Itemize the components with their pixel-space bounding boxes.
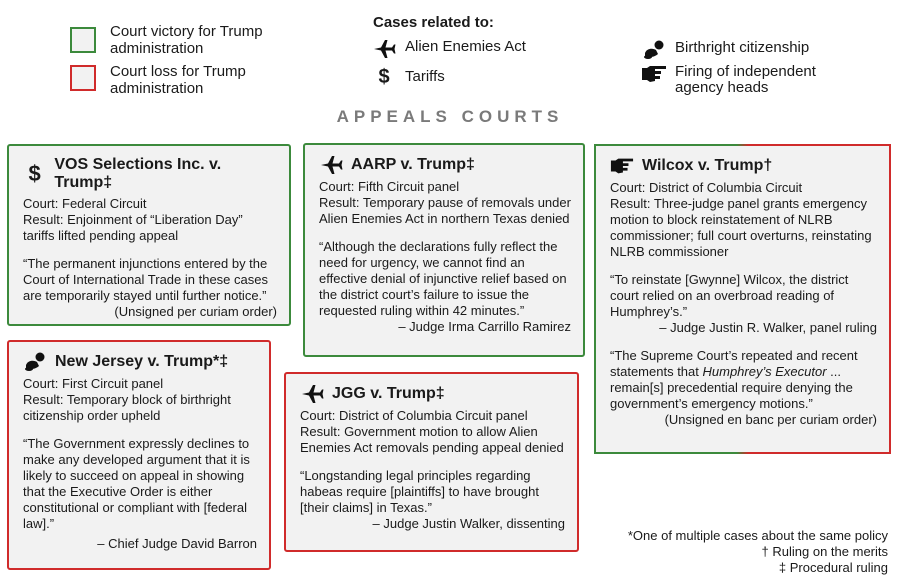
case-card-aarp bbox=[303, 143, 585, 357]
case-result: Result: Enjoinment of “Liberation Day” tariffs lifted pending appeal bbox=[23, 212, 243, 243]
legend-category-alien-enemies bbox=[371, 39, 526, 59]
legend-category-tariffs bbox=[371, 67, 445, 87]
case-result: Result: Temporary block of birthright citizenship order upheld bbox=[23, 392, 231, 423]
case-court: Court: Federal Circuit bbox=[23, 196, 147, 211]
footnotes bbox=[628, 528, 888, 576]
case-attribution: – Chief Judge David Barron bbox=[97, 536, 257, 551]
case-title: New Jersey v. Trump*‡ bbox=[55, 353, 229, 370]
case-court: Court: District of Columbia Circuit panel bbox=[300, 408, 528, 423]
footnote-merits: † Ruling on the merits bbox=[761, 544, 888, 559]
pointing-hand-icon bbox=[610, 156, 634, 176]
case-title: AARP v. Trump‡ bbox=[351, 156, 475, 173]
case-result: Result: Temporary pause of removals under Alien Enemies Act in northern Texas denied bbox=[319, 195, 571, 226]
case-attribution: – Judge Justin R. Walker, panel ruling bbox=[659, 320, 877, 335]
case-title: Wilcox v. Trump† bbox=[642, 157, 773, 174]
cases-title: Cases related to: bbox=[373, 14, 494, 31]
case-court: Court: First Circuit panel bbox=[23, 376, 164, 391]
quote-part: ... remain[s] precedential require denying the government’s emergency motions.” bbox=[610, 364, 853, 411]
footnote-procedural: ‡ Procedural ruling bbox=[778, 560, 888, 575]
case-card-jgg bbox=[284, 372, 579, 552]
case-attribution: (Unsigned en banc per curiam order) bbox=[664, 412, 877, 427]
loss-swatch bbox=[70, 65, 96, 91]
dollar-icon: $ bbox=[28, 161, 41, 186]
case-quote: “The permanent injunctions entered by the Court of International Trade in these cases are temporarily stayed until further notice.” bbox=[23, 256, 268, 303]
case-title: VOS Selections Inc. v. Trump‡ bbox=[54, 156, 222, 191]
case-quote: “Longstanding legal principles regarding habeas require [plaintiffs] to have brought [their claims] in Texas.” bbox=[300, 468, 539, 515]
legend-category-firing bbox=[641, 64, 841, 96]
dollar-icon: $ bbox=[378, 66, 390, 88]
case-card-vos bbox=[7, 144, 291, 326]
footnote-multiple-cases: *One of multiple cases about the same policy bbox=[627, 528, 888, 543]
case-card-wilcox bbox=[594, 144, 891, 454]
baby-icon bbox=[641, 40, 667, 60]
quote-part: “The Supreme Court’s repeated and recent statements that bbox=[610, 348, 858, 379]
case-attribution: (Unsigned per curiam order) bbox=[114, 304, 277, 319]
case-result: Result: Three-judge panel grants emergency motion to block reinstatement of NLRB commissioner; full court overturns, reinstating NLRB commissioner bbox=[610, 196, 872, 259]
case-quote: “To reinstate [Gwynne] Wilcox, the district court relied on an overbroad reading of Humphrey’s.” bbox=[610, 272, 849, 319]
quote-case-name: Humphrey’s Executor bbox=[702, 364, 827, 379]
legend-category-label: Tariffs bbox=[405, 68, 445, 85]
win-swatch bbox=[70, 27, 96, 53]
legend-category-label: Firing of independent agency heads bbox=[675, 63, 816, 96]
loss-legend-label: Court loss for Trump administration bbox=[110, 63, 246, 97]
airplane-icon bbox=[300, 384, 324, 404]
case-court: Court: District of Columbia Circuit bbox=[610, 180, 803, 195]
case-quote: “The Government expressly declines to make any developed argument that it is likely to succeed on appeal in showing that the Executive Order is either constitutional or compliant with [federal law].” bbox=[23, 436, 250, 531]
airplane-icon bbox=[319, 155, 343, 175]
case-card-new-jersey bbox=[7, 340, 271, 570]
case-attribution: – Judge Justin Walker, dissenting bbox=[372, 516, 565, 531]
airplane-icon bbox=[371, 39, 397, 59]
case-quote-en-banc bbox=[610, 348, 877, 412]
legend-category-label: Alien Enemies Act bbox=[405, 38, 526, 55]
case-result: Result: Government motion to allow Alien Enemies Act removals pending appeal denied bbox=[300, 424, 564, 455]
case-title: JGG v. Trump‡ bbox=[332, 385, 445, 402]
case-attribution: – Judge Irma Carrillo Ramirez bbox=[398, 319, 571, 334]
legend-category-birthright bbox=[641, 40, 809, 60]
section-title: APPEALS COURTS bbox=[336, 107, 564, 126]
case-court: Court: Fifth Circuit panel bbox=[319, 179, 460, 194]
case-quote: “Although the declarations fully reflect the need for urgency, we cannot find an effective denial of injunctive relief based on the district court’s failure to issue the requested ruling within 42 minutes.” bbox=[319, 239, 567, 318]
pointing-hand-icon bbox=[641, 64, 667, 84]
baby-icon bbox=[23, 352, 47, 372]
win-legend-label: Court victory for Trump administration bbox=[110, 23, 263, 57]
legend-category-label: Birthright citizenship bbox=[675, 39, 810, 56]
